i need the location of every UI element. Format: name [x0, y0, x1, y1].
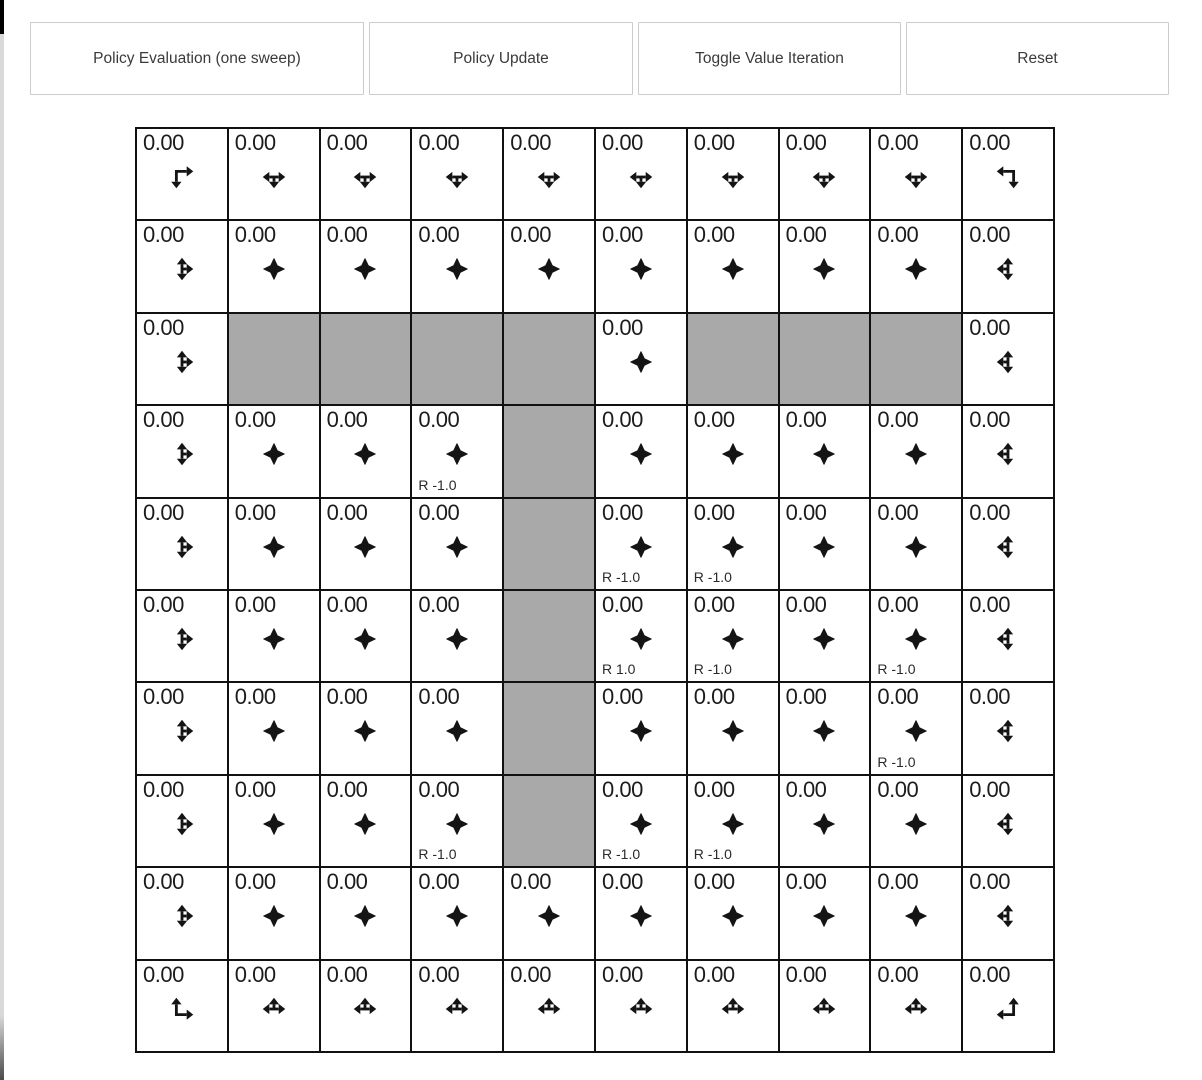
policy-arrows-all-directions-icon — [626, 347, 656, 377]
grid-cell — [228, 960, 320, 1052]
policy-arrows-up-down-left-icon — [993, 532, 1023, 562]
policy-arrows-all-directions-icon — [718, 901, 748, 931]
policy-arrows-up-down-right-icon — [167, 624, 197, 654]
reset-button[interactable]: Reset — [906, 22, 1169, 95]
cell-value: 0.00 — [693, 499, 735, 525]
grid-cell — [320, 682, 412, 774]
cell-value: 0.00 — [877, 130, 919, 155]
policy-update-button[interactable]: Policy Update — [369, 22, 633, 95]
grid-cell — [870, 960, 962, 1052]
cell-value: 0.00 — [785, 961, 827, 987]
cell-value: 0.00 — [877, 869, 919, 895]
cell-value: 0.00 — [234, 222, 276, 248]
cell-value: 0.00 — [969, 130, 1011, 155]
cell-value: 0.00 — [602, 776, 643, 802]
policy-arrows-up-down-right-icon — [167, 254, 197, 284]
wall-cell — [503, 775, 595, 867]
grid-cell — [320, 960, 412, 1052]
grid-cell — [962, 682, 1054, 774]
cell-value: 0.00 — [234, 130, 276, 155]
policy-arrows-all-directions-icon — [626, 439, 656, 469]
policy-arrows-up-down-left-icon — [993, 347, 1023, 377]
grid-cell — [136, 313, 228, 405]
policy-arrows-left-right-down-icon — [718, 162, 748, 192]
policy-arrows-up-right-icon — [167, 994, 197, 1024]
policy-arrows-all-directions-icon — [259, 716, 289, 746]
cell-value: 0.00 — [326, 869, 368, 895]
cell-value: 0.00 — [143, 869, 184, 895]
grid-cell — [870, 498, 962, 590]
grid-cell — [411, 682, 503, 774]
policy-arrows-all-directions-icon — [442, 716, 472, 746]
grid-cell — [595, 128, 687, 220]
policy-arrows-up-down-right-icon — [167, 716, 197, 746]
grid-cell — [870, 128, 962, 220]
policy-arrows-all-directions-icon — [809, 624, 839, 654]
policy-arrows-all-directions-icon — [901, 901, 931, 931]
grid-cell — [320, 128, 412, 220]
cell-reward: R -1.0 — [602, 846, 641, 863]
grid-cell — [228, 682, 320, 774]
cell-value: 0.00 — [143, 407, 184, 433]
policy-arrows-down-right-icon — [167, 162, 197, 192]
policy-arrows-all-directions-icon — [442, 439, 472, 469]
grid-cell — [962, 128, 1054, 220]
cell-value: 0.00 — [693, 592, 735, 617]
cell-value: 0.00 — [877, 961, 919, 987]
cell-reward: R -1.0 — [418, 846, 457, 863]
policy-arrows-all-directions-icon — [809, 716, 839, 746]
policy-arrows-up-left-right-icon — [350, 994, 380, 1024]
grid-cell — [687, 960, 779, 1052]
policy-arrows-all-directions-icon — [809, 254, 839, 284]
policy-arrows-all-directions-icon — [626, 809, 656, 839]
grid-cell — [136, 128, 228, 220]
grid-cell — [228, 775, 320, 867]
cell-value: 0.00 — [693, 222, 735, 248]
cell-value: 0.00 — [143, 776, 184, 802]
wall-cell — [228, 313, 320, 405]
wall-cell — [503, 313, 595, 405]
grid-cell — [687, 590, 779, 682]
policy-arrows-all-directions-icon — [534, 254, 564, 284]
policy-arrows-all-directions-icon — [442, 254, 472, 284]
cell-value: 0.00 — [785, 407, 827, 433]
grid-cell — [411, 498, 503, 590]
policy-arrows-all-directions-icon — [626, 716, 656, 746]
policy-arrows-up-down-right-icon — [167, 532, 197, 562]
grid-cell — [595, 498, 687, 590]
policy-arrows-up-down-right-icon — [167, 347, 197, 377]
policy-arrows-all-directions-icon — [626, 901, 656, 931]
policy-arrows-all-directions-icon — [809, 439, 839, 469]
cell-value: 0.00 — [969, 961, 1011, 987]
cell-value: 0.00 — [234, 684, 276, 710]
grid-cell — [595, 682, 687, 774]
policy-arrows-up-left-icon — [993, 994, 1023, 1024]
grid-cell — [228, 498, 320, 590]
cell-value: 0.00 — [877, 776, 919, 802]
grid-cell — [595, 960, 687, 1052]
cell-value: 0.00 — [143, 314, 184, 340]
policy-arrows-all-directions-icon — [809, 901, 839, 931]
policy-arrows-all-directions-icon — [442, 624, 472, 654]
screen-left-edge — [0, 0, 4, 1080]
grid-cell — [411, 590, 503, 682]
grid-cell — [136, 867, 228, 959]
cell-value: 0.00 — [143, 592, 184, 617]
cell-value: 0.00 — [969, 407, 1011, 433]
cell-value: 0.00 — [418, 961, 460, 987]
grid-cell — [687, 128, 779, 220]
cell-value: 0.00 — [234, 407, 276, 433]
grid-cell — [962, 590, 1054, 682]
grid-cell — [320, 498, 412, 590]
grid-cell — [320, 867, 412, 959]
policy-arrows-all-directions-icon — [350, 439, 380, 469]
policy-arrows-up-left-right-icon — [442, 994, 472, 1024]
grid-cell — [687, 775, 779, 867]
cell-value: 0.00 — [877, 222, 919, 248]
policy-arrows-all-directions-icon — [259, 809, 289, 839]
policy-arrows-up-left-right-icon — [901, 994, 931, 1024]
cell-reward: R -1.0 — [693, 661, 732, 678]
grid-cell — [962, 313, 1054, 405]
grid-cell — [687, 405, 779, 497]
grid-cell — [962, 498, 1054, 590]
grid-cell — [595, 867, 687, 959]
policy-arrows-left-right-down-icon — [626, 162, 656, 192]
gridworld — [135, 127, 1055, 1053]
policy-arrows-all-directions-icon — [901, 716, 931, 746]
cell-value: 0.00 — [693, 407, 735, 433]
cell-value: 0.00 — [693, 130, 735, 155]
cell-value: 0.00 — [510, 869, 552, 895]
policy-arrows-all-directions-icon — [626, 624, 656, 654]
policy-arrows-up-left-right-icon — [809, 994, 839, 1024]
policy-arrows-down-left-icon — [993, 162, 1023, 192]
grid-cell — [962, 775, 1054, 867]
policy-arrows-all-directions-icon — [350, 716, 380, 746]
cell-value: 0.00 — [602, 499, 643, 525]
grid-cell — [779, 498, 871, 590]
cell-value: 0.00 — [969, 776, 1011, 802]
policy-arrows-left-right-down-icon — [350, 162, 380, 192]
policy-arrows-all-directions-icon — [718, 439, 748, 469]
wall-cell — [503, 498, 595, 590]
cell-value: 0.00 — [602, 869, 643, 895]
policy-arrows-all-directions-icon — [626, 254, 656, 284]
cell-value: 0.00 — [234, 869, 276, 895]
cell-value: 0.00 — [785, 776, 827, 802]
grid-cell — [136, 775, 228, 867]
cell-value: 0.00 — [326, 961, 368, 987]
grid-cell — [779, 867, 871, 959]
grid-cell — [136, 960, 228, 1052]
cell-value: 0.00 — [969, 592, 1011, 617]
policy-arrows-up-down-left-icon — [993, 439, 1023, 469]
cell-value: 0.00 — [326, 407, 368, 433]
policy-arrows-all-directions-icon — [350, 901, 380, 931]
cell-value: 0.00 — [510, 961, 552, 987]
policy-arrows-all-directions-icon — [259, 254, 289, 284]
grid-cell — [503, 128, 595, 220]
cell-reward: R -1.0 — [693, 569, 732, 585]
grid-cell — [136, 405, 228, 497]
policy-arrows-all-directions-icon — [259, 901, 289, 931]
grid-cell — [411, 128, 503, 220]
grid-cell — [779, 960, 871, 1052]
cell-reward: R -1.0 — [602, 569, 641, 585]
policy-arrows-up-down-right-icon — [167, 901, 197, 931]
cell-value: 0.00 — [418, 499, 460, 525]
cell-value: 0.00 — [234, 776, 276, 802]
grid-cell — [779, 775, 871, 867]
policy-arrows-all-directions-icon — [901, 624, 931, 654]
cell-value: 0.00 — [969, 314, 1011, 340]
policy-arrows-up-down-left-icon — [993, 901, 1023, 931]
wall-cell — [411, 313, 503, 405]
cell-value: 0.00 — [602, 684, 643, 710]
cell-value: 0.00 — [143, 499, 184, 525]
cell-value: 0.00 — [785, 222, 827, 248]
cell-value: 0.00 — [877, 499, 919, 525]
grid-cell — [779, 590, 871, 682]
policy-arrows-all-directions-icon — [718, 532, 748, 562]
cell-value: 0.00 — [143, 961, 184, 987]
wall-cell — [687, 313, 779, 405]
policy-arrows-up-left-right-icon — [626, 994, 656, 1024]
grid-cell — [503, 960, 595, 1052]
cell-value: 0.00 — [602, 314, 643, 340]
policy-arrows-all-directions-icon — [809, 809, 839, 839]
policy-arrows-all-directions-icon — [626, 532, 656, 562]
grid-cell — [136, 590, 228, 682]
cell-value: 0.00 — [785, 684, 827, 710]
grid-cell — [136, 498, 228, 590]
cell-value: 0.00 — [418, 592, 460, 617]
grid-cell — [228, 867, 320, 959]
policy-arrows-up-down-right-icon — [167, 439, 197, 469]
wall-cell — [870, 313, 962, 405]
policy-arrows-all-directions-icon — [442, 809, 472, 839]
cell-value: 0.00 — [326, 592, 368, 617]
policy-arrows-all-directions-icon — [901, 532, 931, 562]
policy-arrows-left-right-down-icon — [259, 162, 289, 192]
policy-arrows-up-down-left-icon — [993, 716, 1023, 746]
grid-cell — [228, 220, 320, 312]
grid-cell — [503, 220, 595, 312]
grid-cell — [779, 405, 871, 497]
cell-value: 0.00 — [326, 499, 368, 525]
cell-value: 0.00 — [693, 869, 735, 895]
wall-cell — [320, 313, 412, 405]
cell-value: 0.00 — [602, 592, 643, 617]
cell-reward: R -1.0 — [693, 846, 732, 863]
policy-arrows-left-right-down-icon — [809, 162, 839, 192]
grid-cell — [870, 867, 962, 959]
wall-cell — [503, 590, 595, 682]
grid-cell — [228, 590, 320, 682]
cell-value: 0.00 — [877, 407, 919, 433]
cell-value: 0.00 — [326, 222, 368, 248]
grid-cell — [687, 220, 779, 312]
grid-cell — [411, 867, 503, 959]
policy-evaluation-button[interactable]: Policy Evaluation (one sweep) — [30, 22, 364, 95]
cell-value: 0.00 — [234, 592, 276, 617]
policy-arrows-all-directions-icon — [809, 532, 839, 562]
grid-cell — [870, 590, 962, 682]
cell-value: 0.00 — [418, 869, 460, 895]
cell-value: 0.00 — [326, 776, 368, 802]
grid-cell — [779, 128, 871, 220]
grid-cell — [779, 682, 871, 774]
policy-arrows-left-right-down-icon — [901, 162, 931, 192]
policy-arrows-up-down-left-icon — [993, 809, 1023, 839]
wall-cell — [503, 405, 595, 497]
cell-value: 0.00 — [510, 222, 552, 248]
cell-value: 0.00 — [785, 592, 827, 617]
policy-arrows-left-right-down-icon — [534, 162, 564, 192]
policy-arrows-up-left-right-icon — [259, 994, 289, 1024]
policy-arrows-all-directions-icon — [259, 624, 289, 654]
cell-value: 0.00 — [143, 130, 184, 155]
grid-cell — [503, 867, 595, 959]
cell-value: 0.00 — [602, 407, 643, 433]
policy-arrows-up-left-right-icon — [718, 994, 748, 1024]
policy-arrows-up-down-right-icon — [167, 809, 197, 839]
policy-arrows-all-directions-icon — [718, 254, 748, 284]
grid-cell — [595, 313, 687, 405]
cell-value: 0.00 — [785, 499, 827, 525]
policy-arrows-all-directions-icon — [350, 254, 380, 284]
cell-value: 0.00 — [326, 130, 368, 155]
cell-value: 0.00 — [234, 961, 276, 987]
grid-cell — [962, 220, 1054, 312]
cell-value: 0.00 — [602, 130, 643, 155]
grid-cell — [411, 775, 503, 867]
wall-cell — [779, 313, 871, 405]
grid-cell — [870, 405, 962, 497]
policy-arrows-up-down-left-icon — [993, 624, 1023, 654]
cell-value: 0.00 — [969, 684, 1011, 710]
policy-arrows-all-directions-icon — [901, 254, 931, 284]
policy-arrows-up-down-left-icon — [993, 254, 1023, 284]
toggle-value-iteration-button[interactable]: Toggle Value Iteration — [638, 22, 901, 95]
cell-value: 0.00 — [143, 222, 184, 248]
policy-arrows-all-directions-icon — [350, 532, 380, 562]
policy-arrows-all-directions-icon — [718, 624, 748, 654]
grid-cell — [136, 682, 228, 774]
cell-value: 0.00 — [969, 499, 1011, 525]
grid-cell — [687, 498, 779, 590]
grid-cell — [870, 220, 962, 312]
cell-value: 0.00 — [510, 130, 552, 155]
policy-arrows-all-directions-icon — [350, 809, 380, 839]
grid-cell — [962, 405, 1054, 497]
grid-cell — [595, 590, 687, 682]
grid-cell — [595, 405, 687, 497]
grid-cell — [228, 405, 320, 497]
cell-value: 0.00 — [234, 499, 276, 525]
cell-value: 0.00 — [785, 869, 827, 895]
policy-arrows-all-directions-icon — [259, 532, 289, 562]
grid-cell — [320, 775, 412, 867]
cell-value: 0.00 — [877, 684, 919, 710]
cell-value: 0.00 — [602, 222, 643, 248]
cell-value: 0.00 — [418, 130, 460, 155]
policy-arrows-left-right-down-icon — [442, 162, 472, 192]
grid-cell — [320, 220, 412, 312]
cell-reward: R 1.0 — [602, 661, 636, 678]
grid-cell — [136, 220, 228, 312]
grid-cell — [779, 220, 871, 312]
cell-value: 0.00 — [969, 222, 1011, 248]
cell-value: 0.00 — [418, 222, 460, 248]
grid-cell — [870, 775, 962, 867]
cell-value: 0.00 — [326, 684, 368, 710]
cell-value: 0.00 — [693, 776, 735, 802]
wall-cell — [503, 682, 595, 774]
grid-cell — [411, 220, 503, 312]
policy-arrows-all-directions-icon — [350, 624, 380, 654]
policy-arrows-all-directions-icon — [718, 809, 748, 839]
cell-reward: R -1.0 — [877, 661, 916, 678]
cell-value: 0.00 — [969, 869, 1011, 895]
policy-arrows-all-directions-icon — [442, 532, 472, 562]
grid-cell — [962, 960, 1054, 1052]
cell-value: 0.00 — [602, 961, 643, 987]
grid-cell — [595, 220, 687, 312]
grid-cell — [687, 682, 779, 774]
grid-cell — [228, 128, 320, 220]
grid-cell — [411, 960, 503, 1052]
grid-cell — [687, 867, 779, 959]
grid-cell — [411, 405, 503, 497]
grid-cell — [320, 405, 412, 497]
grid-cell — [320, 590, 412, 682]
cell-reward: R -1.0 — [418, 476, 457, 493]
cell-value: 0.00 — [693, 961, 735, 987]
policy-arrows-up-left-right-icon — [534, 994, 564, 1024]
cell-value: 0.00 — [785, 130, 827, 155]
toolbar — [30, 22, 1169, 95]
grid-cell — [595, 775, 687, 867]
grid-cell — [962, 867, 1054, 959]
cell-value: 0.00 — [418, 684, 460, 710]
policy-arrows-all-directions-icon — [534, 901, 564, 931]
policy-arrows-all-directions-icon — [442, 901, 472, 931]
cell-value: 0.00 — [693, 684, 735, 710]
cell-reward: R -1.0 — [877, 753, 916, 770]
policy-arrows-all-directions-icon — [259, 439, 289, 469]
grid-cell — [870, 682, 962, 774]
policy-arrows-all-directions-icon — [718, 716, 748, 746]
policy-arrows-all-directions-icon — [901, 439, 931, 469]
policy-arrows-all-directions-icon — [901, 809, 931, 839]
cell-value: 0.00 — [418, 407, 460, 433]
cell-value: 0.00 — [143, 684, 184, 710]
cell-value: 0.00 — [877, 592, 919, 617]
cell-value: 0.00 — [418, 776, 460, 802]
